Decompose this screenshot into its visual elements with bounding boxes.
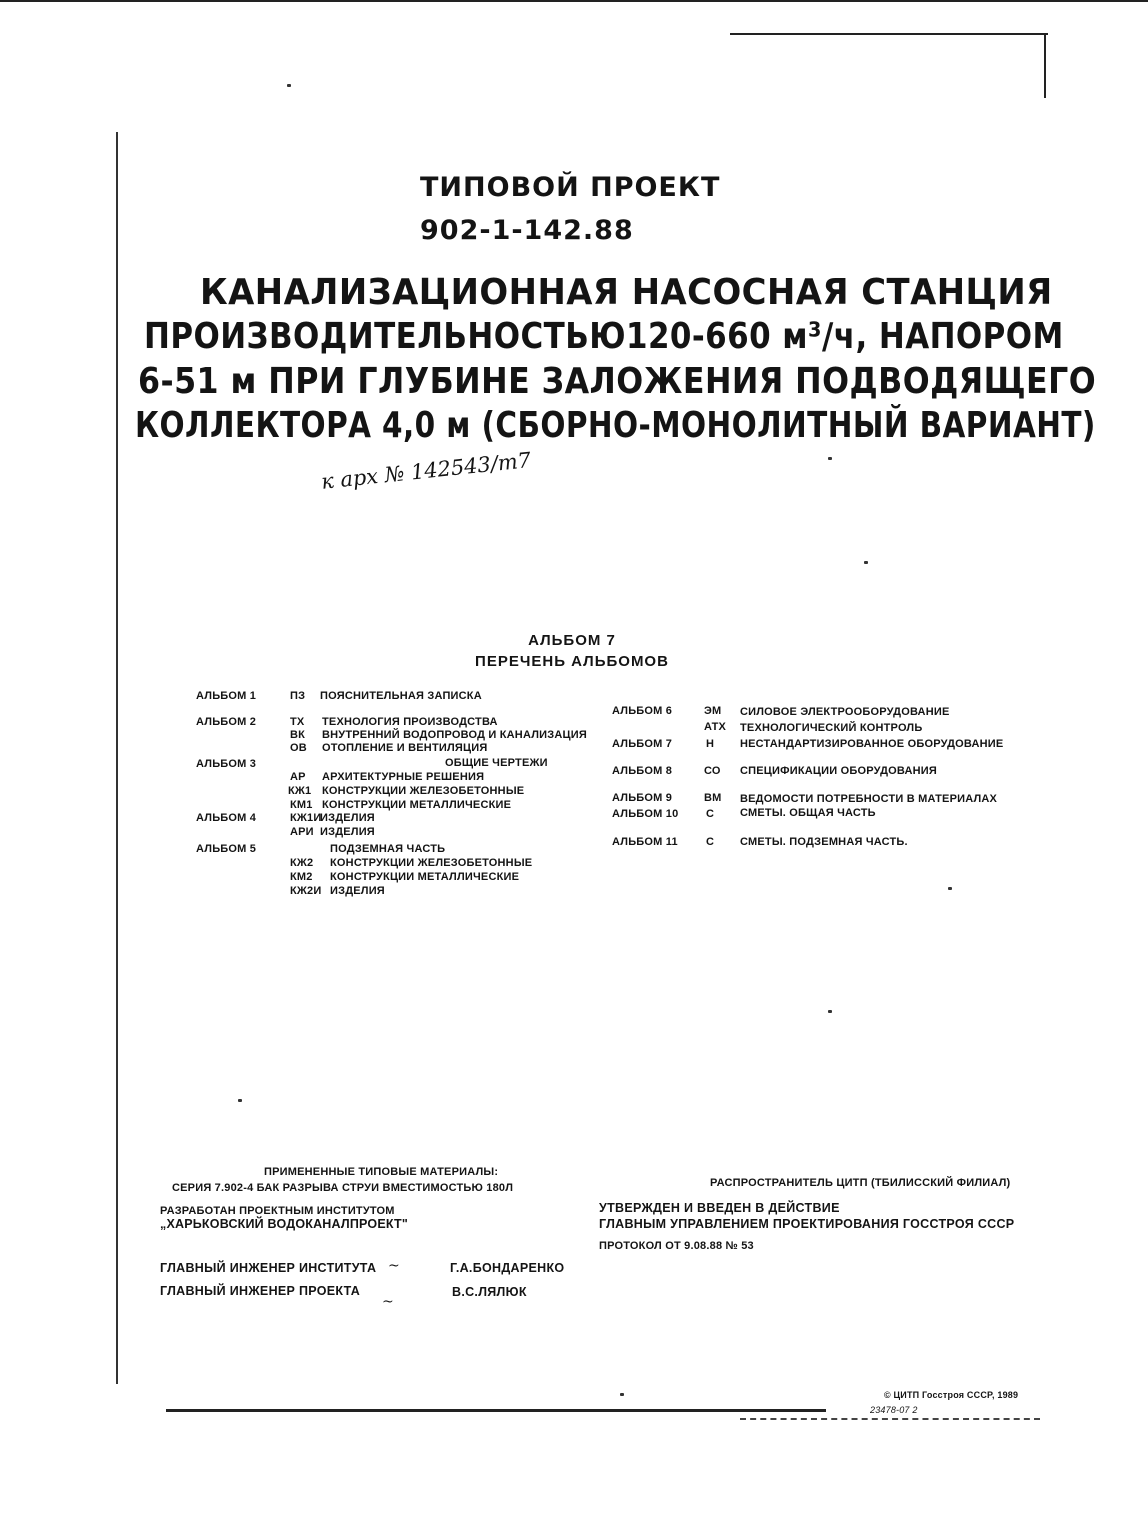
album-code: ОВ xyxy=(290,742,307,754)
speck xyxy=(948,887,952,890)
album-code: КЖ2 xyxy=(290,857,314,869)
album-description: ВНУТРЕННИЙ ВОДОПРОВОД И КАНАЛИЗАЦИЯ xyxy=(322,729,587,741)
album-description: ПОДЗЕМНАЯ ЧАСТЬ xyxy=(330,843,446,855)
album-label: АЛЬБОМ 8 xyxy=(612,765,673,777)
album-description: КОНСТРУКЦИИ МЕТАЛЛИЧЕСКИЕ xyxy=(330,871,520,883)
album-code: АРИ xyxy=(290,826,314,838)
signature-lyaluk: ~ xyxy=(382,1294,394,1310)
top-border-line xyxy=(0,0,1148,2)
album-description: КОНСТРУКЦИИ ЖЕЛЕЗОБЕТОННЫЕ xyxy=(322,785,525,797)
album-code: КЖ1 xyxy=(288,785,312,797)
album-description: СМЕТЫ. ОБЩАЯ ЧАСТЬ xyxy=(740,807,876,819)
speck xyxy=(287,84,291,87)
album-code: Н xyxy=(706,738,715,750)
speck xyxy=(864,561,868,564)
album-description: СПЕЦИФИКАЦИИ ОБОРУДОВАНИЯ xyxy=(740,765,937,777)
album-subtitle: ПЕРЕЧЕНЬ АЛЬБОМОВ xyxy=(475,653,669,670)
frame-bottom-dashed-line xyxy=(740,1418,1040,1420)
album-description: ТЕХНОЛОГИЧЕСКИЙ КОНТРОЛЬ xyxy=(740,722,923,734)
project-name-line-3: 6-51 м ПРИ ГЛУБИНЕ ЗАЛОЖЕНИЯ ПОДВОДЯЩЕГО xyxy=(138,361,1097,402)
album-code: КЖ2И xyxy=(290,885,322,897)
project-number: 902-1-142.88 xyxy=(420,215,634,246)
album-label: АЛЬБОМ 10 xyxy=(612,808,679,820)
album-code: ВК xyxy=(290,729,306,741)
album-description: ОТОПЛЕНИЕ И ВЕНТИЛЯЦИЯ xyxy=(322,742,488,754)
album-description: ИЗДЕЛИЯ xyxy=(320,826,375,838)
album-code: АР xyxy=(290,771,306,783)
album-description: ОБЩИЕ ЧЕРТЕЖИ xyxy=(445,757,548,769)
chief-project-name: В.С.ЛЯЛЮК xyxy=(452,1285,527,1299)
album-label: АЛЬБОМ 11 xyxy=(612,836,678,848)
album-code: С xyxy=(706,836,715,848)
handwritten-archive-note: к арх № 142543/т7 xyxy=(320,447,533,494)
chief-institute-label: ГЛАВНЫЙ ИНЖЕНЕР ИНСТИТУТА xyxy=(160,1261,377,1275)
album-label: АЛЬБОМ 6 xyxy=(612,705,673,717)
album-description: ИЗДЕЛИЯ xyxy=(330,885,385,897)
approved-line-1: УТВЕРЖДЕН И ВВЕДЕН В ДЕЙСТВИЕ xyxy=(599,1201,840,1215)
album-code: ВМ xyxy=(704,792,722,804)
album-description: ПОЯСНИТЕЛЬНАЯ ЗАПИСКА xyxy=(320,690,482,702)
album-code: СО xyxy=(704,765,721,777)
album-title: АЛЬБОМ 7 xyxy=(528,632,616,649)
album-code: КМ1 xyxy=(290,799,313,811)
album-code: ТХ xyxy=(290,716,305,728)
album-description: КОНСТРУКЦИИ ЖЕЛЕЗОБЕТОННЫЕ xyxy=(330,857,533,869)
document-type-title: ТИПОВОЙ ПРОЕКТ xyxy=(420,172,721,203)
album-label: АЛЬБОМ 2 xyxy=(196,716,257,728)
album-description: СМЕТЫ. ПОДЗЕМНАЯ ЧАСТЬ. xyxy=(740,836,908,848)
album-description: ТЕХНОЛОГИЯ ПРОИЗВОДСТВА xyxy=(322,716,498,728)
chief-institute-name: Г.А.БОНДАРЕНКО xyxy=(450,1261,565,1275)
album-description: КОНСТРУКЦИИ МЕТАЛЛИЧЕСКИЕ xyxy=(322,799,512,811)
materials-line: СЕРИЯ 7.902-4 БАК РАЗРЫВА СТРУИ ВМЕСТИМОСТЬЮ 180Л xyxy=(172,1182,514,1194)
frame-corner-top xyxy=(730,33,1048,35)
speck xyxy=(620,1393,624,1396)
album-code: АТХ xyxy=(704,721,727,733)
album-label: АЛЬБОМ 4 xyxy=(196,812,257,824)
developer-line-1: РАЗРАБОТАН ПРОЕКТНЫМ ИНСТИТУТОМ xyxy=(160,1205,395,1217)
copyright: © ЦИТП Госстроя СССР, 1989 xyxy=(884,1390,1019,1400)
album-code: КМ2 xyxy=(290,871,313,883)
materials-heading: ПРИМЕНЕННЫЕ ТИПОВЫЕ МАТЕРИАЛЫ: xyxy=(264,1166,499,1178)
album-label: АЛЬБОМ 9 xyxy=(612,792,673,804)
order-number: 23478-07 2 xyxy=(870,1405,918,1415)
album-code: ПЗ xyxy=(290,690,306,702)
album-code: С xyxy=(706,808,715,820)
frame-bottom-line xyxy=(166,1409,826,1412)
album-row xyxy=(196,690,256,703)
project-name-line-1: КАНАЛИЗАЦИОННАЯ НАСОСНАЯ СТАНЦИЯ xyxy=(200,272,1053,313)
album-label: АЛЬБОМ 5 xyxy=(196,843,257,855)
frame-corner-right xyxy=(1044,33,1046,98)
album-code: КЖ1И xyxy=(290,812,322,824)
album-code: ЭМ xyxy=(704,705,722,717)
speck xyxy=(238,1099,242,1102)
album-label: АЛЬБОМ 3 xyxy=(196,758,257,770)
album-description: СИЛОВОЕ ЭЛЕКТРООБОРУДОВАНИЕ xyxy=(740,706,950,718)
album-description: НЕСТАНДАРТИЗИРОВАННОЕ ОБОРУДОВАНИЕ xyxy=(740,738,1004,750)
project-name-line-2: ПРОИЗВОДИТЕЛЬНОСТЬЮ120-660 м³/ч, НАПОРОМ xyxy=(144,316,1064,357)
speck xyxy=(828,1010,832,1013)
speck xyxy=(828,457,832,460)
frame-left-line xyxy=(116,132,118,1384)
signature-bondarenko: ~ xyxy=(388,1258,400,1274)
album-description: АРХИТЕКТУРНЫЕ РЕШЕНИЯ xyxy=(322,771,485,783)
protocol: ПРОТОКОЛ ОТ 9.08.88 № 53 xyxy=(599,1240,754,1252)
album-description: ВЕДОМОСТИ ПОТРЕБНОСТИ В МАТЕРИАЛАХ xyxy=(740,793,998,805)
album-description: ИЗДЕЛИЯ xyxy=(320,812,375,824)
chief-project-label: ГЛАВНЫЙ ИНЖЕНЕР ПРОЕКТА xyxy=(160,1284,361,1298)
album-label: АЛЬБОМ 1 xyxy=(196,690,257,702)
album-label: АЛЬБОМ 7 xyxy=(612,738,673,750)
project-name-line-4: КОЛЛЕКТОРА 4,0 м (СБОРНО-МОНОЛИТНЫЙ ВАРИАНТ) xyxy=(135,405,1096,446)
developer-line-2: „ХАРЬКОВСКИЙ ВОДОКАНАЛПРОЕКТ" xyxy=(160,1217,408,1231)
distributor: РАСПРОСТРАНИТЕЛЬ ЦИТП (ТБИЛИССКИЙ ФИЛИАЛ) xyxy=(710,1177,1011,1189)
approved-line-2: ГЛАВНЫМ УПРАВЛЕНИЕМ ПРОЕКТИРОВАНИЯ ГОССТРОЯ СССР xyxy=(599,1217,1015,1231)
